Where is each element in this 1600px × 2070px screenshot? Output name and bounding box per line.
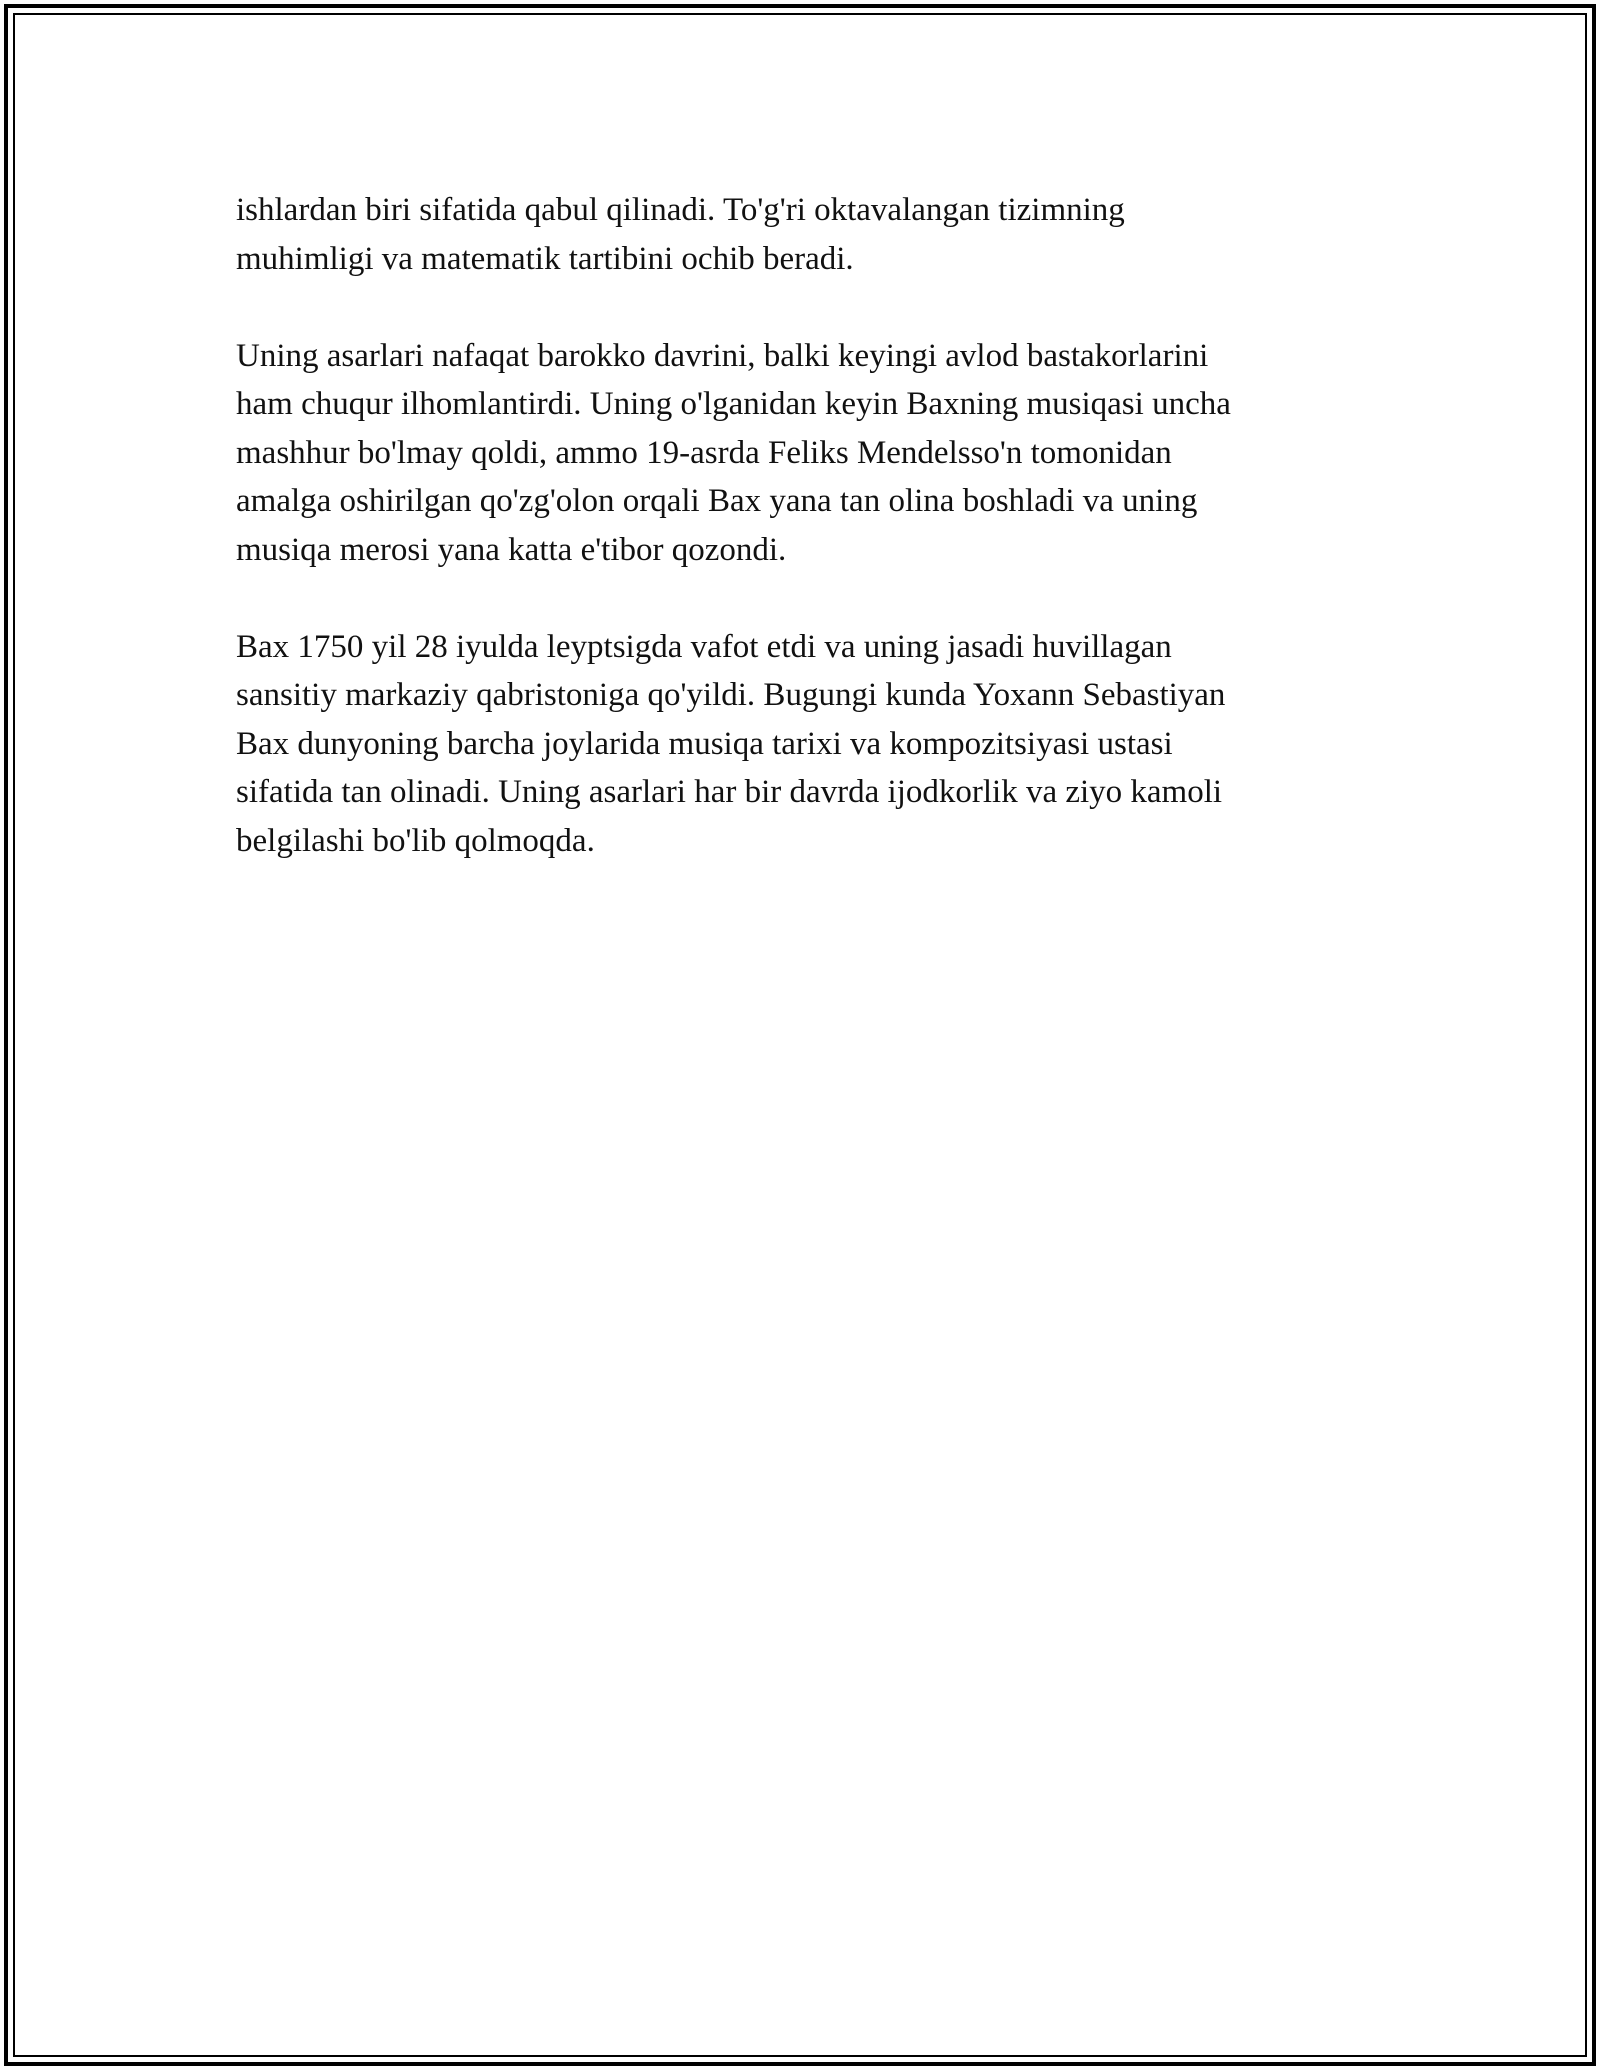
paragraph-line: amalga oshirilgan qo'zg'olon orqali Bax yana tan olina boshladi va uning (236, 483, 1198, 519)
paragraph-3 (236, 623, 1386, 866)
paragraph-line: muhimligi va matematik tartibini ochib beradi. (236, 240, 854, 277)
paragraph-line: Uning asarlari nafaqat barokko davrini, balki keyingi avlod bastakorlarini (236, 337, 1209, 374)
paragraph-2 (236, 332, 1386, 575)
paragraph-line: mashhur bo'lmay qoldi, ammo 19-asrda Feliks Mendelsso'n tomonidan (236, 434, 1172, 471)
paragraph-line: ham chuqur ilhomlantirdi. Uning o'lganidan keyin Baxning musiqasi uncha (236, 386, 1231, 422)
paragraph-line: Bax dunyoning barcha joylarida musiqa tarixi va kompozitsiyasi ustasi (236, 725, 1173, 762)
paragraph-1 (236, 186, 1386, 283)
paragraph-line: sifatida tan olinadi. Uning asarlari har bir davrda ijodkorlik va ziyo kamoli (236, 774, 1223, 810)
paragraph-line: ishlardan biri sifatida qabul qilinadi. To'g'ri oktavalangan tizimning (236, 192, 1125, 228)
document-body (236, 186, 1386, 914)
paragraph-line: Bax 1750 yil 28 iyulda leyptsigda vafot etdi va uning jasadi huvillagan (236, 628, 1172, 665)
paragraph-line: belgilashi bo'lib qolmoqda. (236, 822, 595, 859)
paragraph-line: musiqa merosi yana katta e'tibor qozondi. (236, 531, 787, 568)
paragraph-line: sansitiy markaziy qabristoniga qo'yildi. Bugungi kunda Yoxann Sebastiyan (236, 677, 1226, 713)
